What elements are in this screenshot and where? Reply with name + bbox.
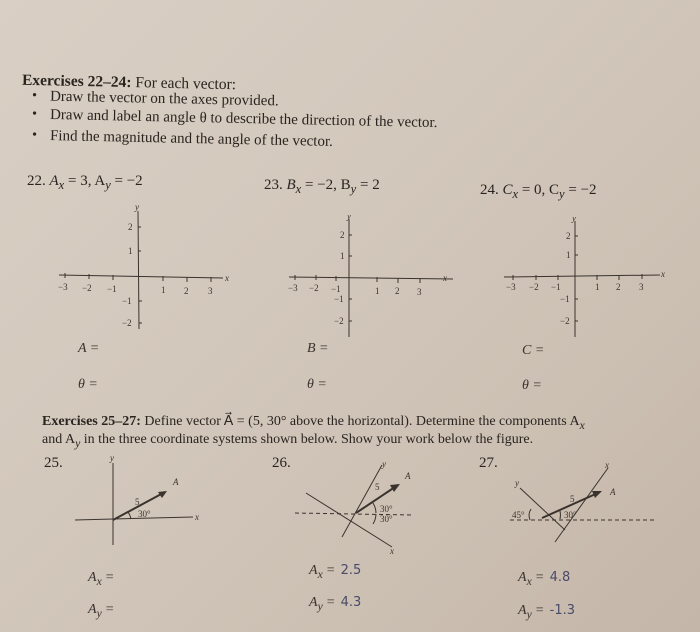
section2-heading-line1: Exercises 25–27: Define vector A⃗ = (5, 30° above the horizontal). Determine the components $A_x$	[42, 414, 585, 432]
svg-text:30°: 30°	[380, 514, 393, 524]
svg-text:y: y	[347, 215, 351, 221]
svg-text:30°: 30°	[564, 510, 577, 520]
problem-24: 24. $C_x = 0$, $C_y = -2$	[480, 182, 597, 201]
svg-text:5: 5	[375, 482, 380, 492]
axes-24[interactable]	[500, 217, 680, 347]
answer-26-ay[interactable]: $A_y = 4.3$	[309, 595, 362, 613]
svg-text:−2: −2	[560, 316, 570, 326]
figure-25-number: 25.	[44, 455, 63, 471]
svg-text:A⃗: A⃗	[173, 477, 186, 487]
svg-text:1: 1	[566, 250, 571, 260]
svg-text:−1: −1	[122, 296, 132, 306]
figure-26	[290, 455, 420, 555]
svg-text:1: 1	[375, 286, 380, 296]
svg-text:1: 1	[128, 246, 133, 256]
svg-text:3: 3	[639, 282, 644, 292]
answer-25-ay[interactable]: $A_y$ =	[88, 602, 114, 620]
section1-heading-bold: Exercises 22–24:	[21, 71, 132, 92]
svg-text:−1: −1	[331, 284, 341, 294]
answer-C-magnitude[interactable]: C =	[522, 343, 545, 358]
svg-text:−1: −1	[560, 294, 570, 304]
axes-23[interactable]	[285, 215, 465, 345]
answer-A-magnitude[interactable]: A =	[78, 341, 100, 356]
answer-27-ax[interactable]: $A_x = 4.8$	[518, 570, 571, 588]
figure-26-number: 26.	[272, 455, 291, 471]
svg-text:2: 2	[340, 230, 345, 240]
svg-text:x: x	[195, 512, 199, 522]
answer-B-theta[interactable]: θ =	[307, 377, 327, 392]
svg-text:x: x	[605, 460, 609, 470]
svg-text:3: 3	[417, 287, 422, 297]
svg-text:A⃗: A⃗	[610, 487, 623, 497]
svg-text:1: 1	[595, 282, 600, 292]
problem-23: 23. $B_x = -2$, $B_y = 2$	[264, 177, 380, 196]
svg-text:2: 2	[566, 231, 571, 241]
svg-text:y: y	[382, 459, 386, 469]
answer-26-ax[interactable]: $A_x = 2.5$	[309, 563, 362, 581]
svg-text:−3: −3	[288, 283, 298, 293]
figure-27	[500, 460, 670, 550]
svg-text:−2: −2	[122, 318, 132, 328]
svg-text:5: 5	[570, 494, 575, 504]
svg-text:−1: −1	[334, 294, 344, 304]
svg-text:−3: −3	[506, 282, 516, 292]
svg-text:−1: −1	[551, 282, 561, 292]
section1-heading-rest: For each vector:	[131, 74, 237, 94]
svg-text:−2: −2	[309, 283, 319, 293]
svg-text:y: y	[135, 205, 139, 212]
figure-27-number: 27.	[479, 455, 498, 471]
svg-text:2: 2	[128, 222, 133, 232]
svg-text:y: y	[515, 478, 519, 488]
svg-text:A⃗: A⃗	[405, 471, 418, 481]
figure-25	[75, 455, 235, 545]
svg-text:3: 3	[208, 286, 213, 296]
svg-text:x: x	[390, 546, 394, 555]
bullet-3: • Find the magnitude and the angle of the vector.	[50, 128, 333, 151]
svg-text:2: 2	[616, 282, 621, 292]
svg-text:x: x	[225, 273, 229, 283]
svg-text:−2: −2	[82, 283, 92, 293]
svg-text:−2: −2	[334, 316, 344, 326]
answer-A-theta[interactable]: θ =	[78, 377, 98, 392]
section2-heading-line2: and $A_y$ in the three coordinate systems shown below. Show your work below the figure.	[42, 432, 534, 450]
bullet-2: • Draw and label an angle θ to describe the direction of the vector.	[50, 107, 438, 132]
answer-27-ay[interactable]: $A_y = -1.3$	[518, 603, 576, 621]
svg-text:−3: −3	[58, 282, 68, 292]
svg-text:y: y	[110, 455, 114, 463]
svg-text:x: x	[661, 269, 665, 279]
svg-text:1: 1	[340, 251, 345, 261]
svg-text:−2: −2	[529, 282, 539, 292]
svg-text:30°: 30°	[138, 509, 151, 519]
axes-22[interactable]	[55, 205, 235, 335]
svg-text:2: 2	[395, 286, 400, 296]
answer-25-ax[interactable]: $A_x$ =	[88, 570, 114, 588]
svg-text:y: y	[572, 217, 576, 223]
svg-text:x: x	[443, 273, 447, 283]
svg-text:2: 2	[184, 286, 189, 296]
svg-text:5: 5	[135, 497, 140, 507]
svg-text:1: 1	[161, 285, 166, 295]
answer-B-magnitude[interactable]: B =	[307, 341, 329, 356]
bullet-1: • Draw the vector on the axes provided.	[50, 89, 279, 111]
problem-22: 22. $A_x = 3$, $A_y = -2$	[27, 173, 143, 192]
answer-C-theta[interactable]: θ =	[522, 378, 542, 393]
svg-text:45°: 45°	[512, 510, 525, 520]
svg-text:30°: 30°	[380, 504, 393, 514]
svg-text:−1: −1	[107, 284, 117, 294]
